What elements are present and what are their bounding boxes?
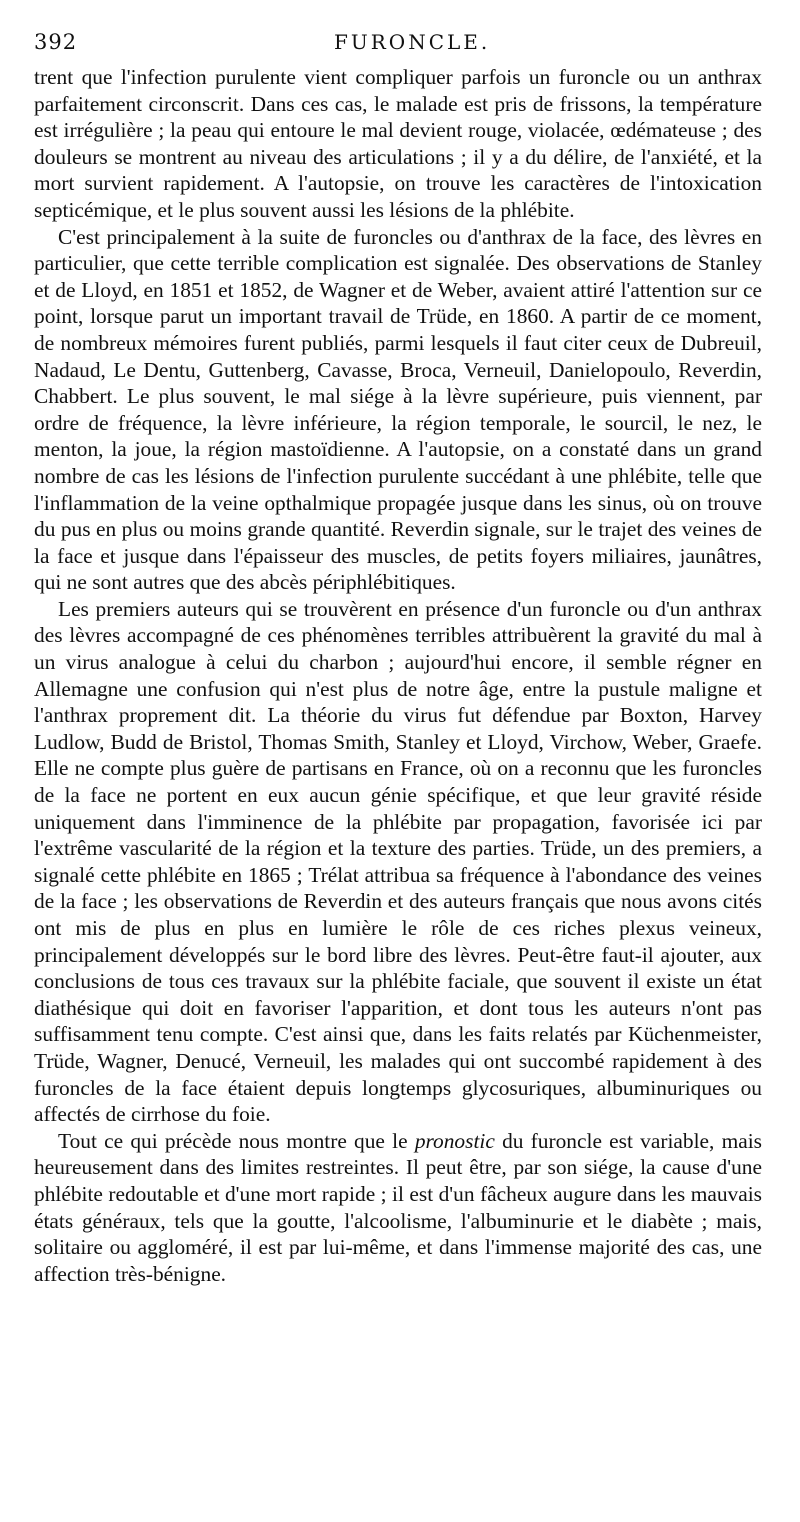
prognosis-emphasis: pronostic — [414, 1128, 495, 1153]
prognosis-text-end: du furoncle est variable, mais heureusement dans des limites restreintes. Il peut être, par son siége, la cause d'une phlébite redoutable et d'une mort rapide ; il est d'un fâcheux augure dans les mauvais états généraux, tels que la goutte, l'alcoolisme, l'albuminurie et le diabète ; mais, solitaire ou aggloméré, il est par lui-même, et dans l'immense majorité des cas, une affection très-bénigne. — [34, 1128, 762, 1286]
paragraph-facial-complication: C'est principalement à la suite de furoncles ou d'anthrax de la face, des lèvres en particulier, que cette terrible complication est signalée. Des observations de Stanley et de Lloyd, en 1851 et 1852, de Wagner et de Weber, avaient attiré l'attention sur ce point, lorsque parut un important travail de Trüde, en 1860. A partir de ce moment, de nombreux mémoires furent publiés, parmi lesquels il faut citer ceux de Dubreuil, Nadaud, Le Dentu, Guttenberg, Cavasse, Broca, Verneuil, Danielopoulo, Reverdin, Chabbert. Le plus souvent, le mal siége à la lèvre supérieure, puis viennent, par ordre de fréquence, la lèvre inférieure, la région temporale, le sourcil, le nez, le menton, la joue, la région mastoïdienne. A l'autopsie, on a constaté dans un grand nombre de cas les lésions de l'infection purulente succédant à une phlébite, telle que l'inflammation de la veine opthalmique propagée jusque dans les sinus, où on trouve du pus en plus ou moins grande quantité. Reverdin signale, sur le trajet des veines de la face et jusque dans l'épaisseur des muscles, de petits foyers miliaires, jaunâtres, qui ne sont autres que des abcès périphlébitiques. — [34, 224, 762, 595]
page-number: 392 — [34, 30, 78, 54]
running-title: FURONCLE. — [334, 30, 491, 54]
paragraph-virus-theory: Les premiers auteurs qui se trouvèrent en présence d'un furoncle ou d'un anthrax des lèvres accompagné de ces phénomènes terribles attribuèrent la gravité du mal à un virus analogue à celui du charbon ; aujourd'hui encore, il semble régner en Allemagne une confusion qui n'est plus de notre âge, entre la pustule maligne et l'anthrax proprement dit. La théorie du virus fut défendue par Boxton, Harvey Ludlow, Budd de Bristol, Thomas Smith, Stanley et Lloyd, Virchow, Weber, Graefe. Elle ne compte plus guère de partisans en France, où on a reconnu que les furoncles de la face ne portent en eux aucun génie spécifique, et que leur gravité réside uniquement dans l'imminence de la phlébite par propagation, favorisée ici par l'extrême vascularité de la région et la texture des parties. Trüde, un des premiers, a signalé cette phlébite en 1865 ; Trélat attribua sa fréquence à l'abondance des veines de la face ; les observations de Reverdin et des auteurs français que nous avons cités ont mis de plus en plus en lumière le rôle de ces riches plexus veineux, principalement développés sur le bord libre des lèvres. Peut-être faut-il ajouter, aux conclusions de tous ces travaux sur la phlébite faciale, que souvent il existe un état diathésique qui doit en favoriser l'apparition, et dont tous les auteurs n'ont pas suffisamment tenu compte. C'est ainsi que, dans les faits relatés par Küchenmeister, Trüde, Wagner, Denucé, Verneuil, les malades qui ont succombé rapidement à des furoncles de la face étaient depuis longtemps glycosuriques, albuminuriques ou affectés de cirrhose du foie. — [34, 596, 762, 1127]
prognosis-text-start: Tout ce qui précède nous montre que le — [58, 1128, 415, 1153]
body-text — [34, 64, 762, 1287]
running-head — [34, 30, 762, 64]
paragraph-prognosis — [34, 1128, 762, 1288]
paragraph-continuation: trent que l'infection purulente vient compliquer parfois un furoncle ou un anthrax parfaitement circonscrit. Dans ces cas, le malade est pris de frissons, la température est irrégulière ; la peau qui entoure le mal devient rouge, violacée, œdémateuse ; des douleurs se montrent au niveau des articulations ; il y a du délire, de l'anxiété, et la mort survient rapidement. A l'autopsie, on trouve les caractères de l'intoxication septicémique, et le plus souvent aussi les lésions de la phlébite. — [34, 65, 762, 222]
